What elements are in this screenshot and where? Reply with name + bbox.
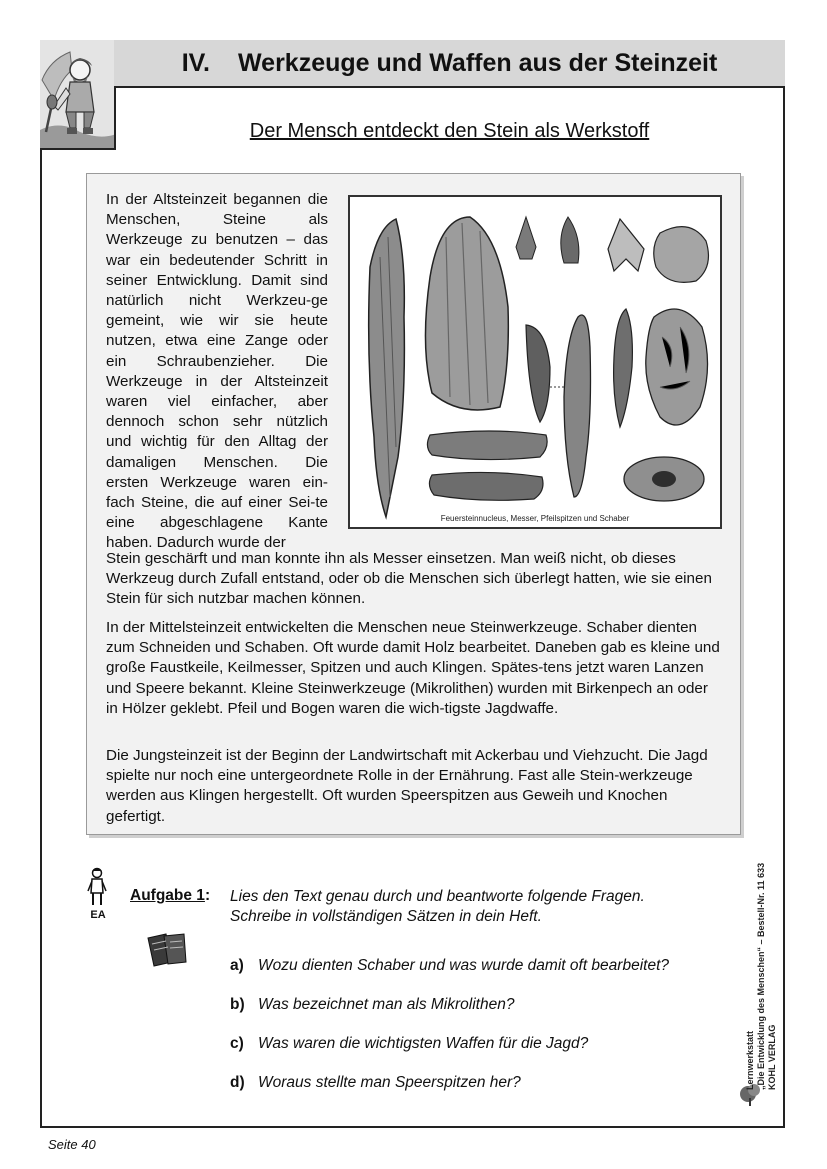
chapter-title-bar	[114, 40, 785, 88]
task-label	[130, 887, 210, 905]
caveman-illustration	[40, 40, 116, 150]
question-text: Was waren die wichtigsten Waffen für die Jagd?	[258, 1035, 589, 1052]
neolithic-paragraph: Die Jungsteinzeit ist der Beginn der Landwirtschaft mit Ackerbau und Viehzucht. Die Jagd spielte nur noch eine untergeordnete Rolle in der Ernährung. Fast alle Stein-werkzeuge werden aus Klingen hergestellt. Oft wurden Speerspitzen aus Geweih und Knochen gefertigt.	[106, 747, 708, 825]
question-c	[230, 1035, 588, 1053]
person-icon	[86, 867, 108, 907]
side-publisher: KOHL VERLAG	[767, 1024, 777, 1090]
question-text: Woraus stellte man Speerspitzen her?	[258, 1074, 521, 1091]
mesolithic-paragraph: In der Mittelsteinzeit entwickelten die Menschen neue Steinwerkzeuge. Schaber dienten zum Schneiden und Schaben. Oft wurde damit Holz bearbeitet. Daneben gab es kleine und große Faustkeile, Keilmesser, Spitzen und auch Klingen. Spätes-tens jetzt waren Lanzen und Speere bekannt. Kleine Steinwerkzeuge (Mikrolithen) wurden mit Birkenpech an oder in Hölzer geklebt. Pfeil und Bogen waren die wich-tigste Jagdwaffe.	[106, 619, 720, 717]
chapter-number: IV.	[181, 48, 211, 77]
question-letter: d)	[230, 1074, 245, 1091]
question-text: Was bezeichnet man als Mikrolithen?	[258, 996, 515, 1013]
question-text: Wozu dienten Schaber und was wurde damit oft bearbeitet?	[258, 957, 669, 974]
figure-caption: Feuersteinnucleus, Messer, Pfeilspitzen und Schaber	[440, 514, 630, 523]
stone-tools-figure	[348, 195, 722, 529]
question-letter: a)	[230, 957, 244, 974]
intro-paragraph-continued: Stein geschärft und man konnte ihn als Messer einsetzen. Man weiß nicht, ob dieses Werkzeug durch Zufall entstand, oder ob die Menschen sich überlegt hatten, wie sie einen Stein für sich nutzbar machen können.	[106, 550, 712, 608]
question-a	[230, 957, 669, 975]
task-label-colon: :	[204, 887, 211, 904]
side-publisher-info	[745, 740, 785, 1090]
side-line-2: „Die Entwicklung des Menschen“ – Bestell-Nr. 11 633	[756, 862, 766, 1090]
intro-paragraph-wrapped: In der Altsteinzeit begannen die Menschen, Steine als Werkzeuge zu benutzen – das war ein bedeutender Schritt in seiner Entwicklung. Damit sind natürlich nicht Werkzeu-ge gemeint, wie wir sie heute nutzen, etwa eine Zange oder ein Schraubenzieher. Die Werkzeuge in der Altsteinzeit waren viel einfacher, aber dennoch schon sehr nützlich und wichtig für den Alltag der damaligen Menschen. Die ersten Werkzeuge waren ein-fach Steine, die auf einer Sei-te eine abgeschlagene Kante haben. Dadurch wurde der	[106, 191, 328, 552]
page-subtitle: Der Mensch entdeckt den Stein als Werkstoff	[249, 120, 650, 142]
side-line-1: Lernwerkstatt	[745, 1030, 755, 1090]
question-letter: c)	[230, 1035, 244, 1052]
chapter-title: Werkzeuge und Waffen aus der Steinzeit	[238, 48, 718, 77]
task-label-text: Aufgabe 1	[130, 887, 205, 904]
question-b	[230, 996, 514, 1014]
page-number: Seite 40	[48, 1137, 96, 1152]
question-letter: b)	[230, 996, 245, 1013]
notebooks-icon	[146, 930, 190, 970]
question-d	[230, 1074, 521, 1092]
work-form-label: EA	[90, 909, 106, 921]
task-instruction: Lies den Text genau durch und beantworte folgende Fragen. Schreibe in vollständigen Sätzen in dein Heft.	[230, 888, 645, 925]
